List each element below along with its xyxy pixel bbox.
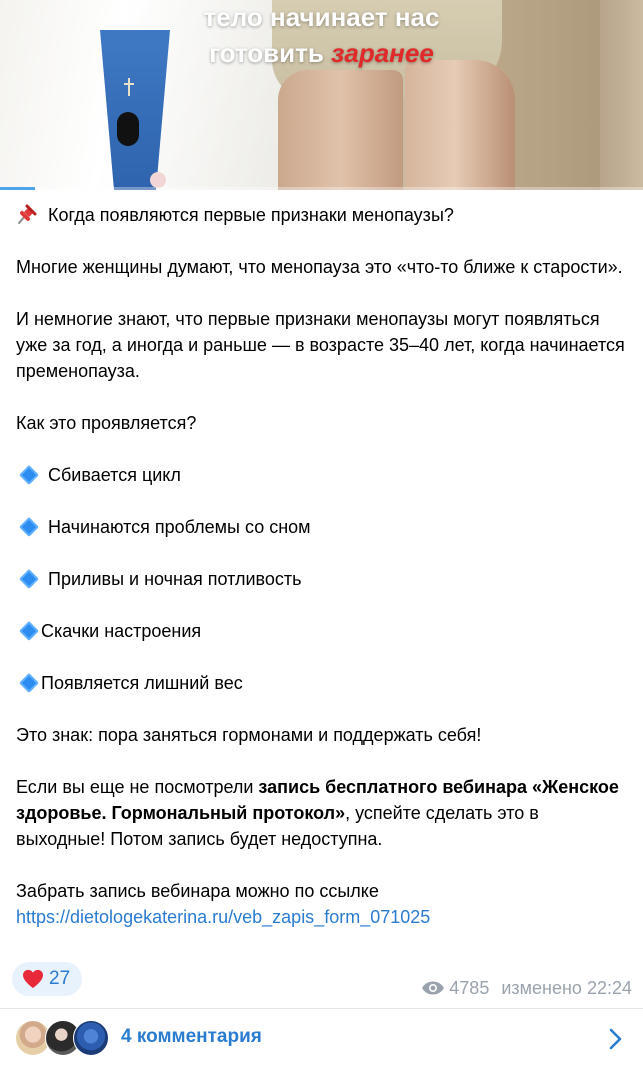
cta-prefix: Если вы еще не посмотрели xyxy=(16,777,259,797)
post-paragraph-2: И немногие знают, что первые признаки менопаузы могут появляться уже за год, а иногда и раньше — в возрасте 35–40 лет, когда начинается пременопауза. xyxy=(16,309,625,381)
blue-diamond-icon xyxy=(19,517,39,537)
blue-diamond-icon xyxy=(19,465,39,485)
video-caption-normal: готовить xyxy=(209,38,324,68)
heart-icon xyxy=(22,969,44,989)
commenter-avatars[interactable] xyxy=(15,1020,110,1056)
cta-bold: запись бесплатного вебинара «Женское здоровье. Гормональный протокол» xyxy=(16,777,619,823)
video-caption-line2 xyxy=(0,38,643,69)
video-preview[interactable] xyxy=(0,0,643,190)
video-progress-fill xyxy=(0,187,35,190)
list-item-text: Скачки настроения xyxy=(41,621,202,641)
list-item-text: Приливы и ночная потливость xyxy=(48,569,302,589)
webinar-link[interactable]: https://dietologekaterina.ru/veb_zapis_form_071025 xyxy=(16,907,431,927)
list-item xyxy=(16,618,628,644)
post-cta xyxy=(16,774,628,852)
divider xyxy=(0,1008,643,1009)
list-item xyxy=(16,670,628,696)
avatar xyxy=(73,1020,109,1056)
blue-diamond-icon xyxy=(19,673,39,693)
list-item xyxy=(16,514,628,540)
video-leg-right xyxy=(405,60,515,190)
video-caption-red: заранее xyxy=(331,38,434,68)
post-text xyxy=(16,202,628,930)
post-title: Когда появляются первые признаки менопаузы? xyxy=(48,205,454,225)
video-caption-line1: тело начинает нас xyxy=(203,2,440,32)
blue-diamond-icon xyxy=(19,569,39,589)
reaction-count: 27 xyxy=(49,968,71,989)
link-line xyxy=(16,904,628,930)
chevron-right-icon[interactable] xyxy=(609,1028,623,1050)
cross-pendant-icon xyxy=(124,78,134,96)
list-item-text: Сбивается цикл xyxy=(48,465,181,485)
blue-diamond-icon xyxy=(19,621,39,641)
list-item-text: Начинаются проблемы со сном xyxy=(48,517,311,537)
post-meta xyxy=(421,978,632,999)
video-leg-left xyxy=(278,70,403,190)
eye-icon xyxy=(421,981,445,995)
post-paragraph-1: Многие женщины думают, что менопауза это «что-то ближе к старости». xyxy=(16,257,623,277)
link-intro: Забрать запись вебинара можно по ссылке xyxy=(16,881,379,901)
edited-label: изменено xyxy=(501,978,582,998)
post-conclusion: Это знак: пора заняться гормонами и поддержать себя! xyxy=(16,725,482,745)
video-progress-track[interactable] xyxy=(0,187,643,190)
list-item xyxy=(16,566,628,592)
list-item-text: Появляется лишний вес xyxy=(41,673,243,693)
reaction-heart-button[interactable] xyxy=(12,962,82,996)
jacket-button xyxy=(150,172,166,188)
list-item xyxy=(16,462,628,488)
cta-suffix: , успейте сделать это в выходные! Потом запись будет недоступна. xyxy=(16,803,539,849)
post-title-line xyxy=(16,202,628,228)
microphone-icon xyxy=(117,112,139,146)
comments-link[interactable]: 4 комментария xyxy=(121,1026,262,1047)
pushpin-icon xyxy=(16,203,38,225)
views-count: 4785 xyxy=(449,978,490,998)
post-question: Как это проявляется? xyxy=(16,413,197,433)
post-time: 22:24 xyxy=(586,978,632,998)
